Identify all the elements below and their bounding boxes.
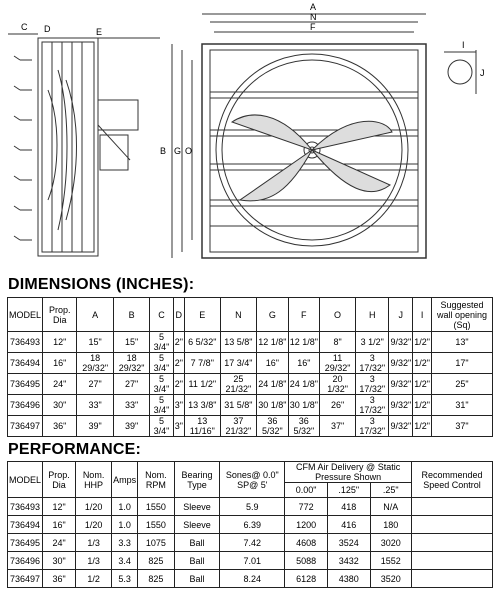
dim-label-o: O [185, 146, 193, 156]
table-cell: 736496 [8, 395, 43, 416]
table-cell: 31" [432, 395, 493, 416]
table-row [8, 416, 493, 437]
table-cell: 33" [77, 395, 113, 416]
table-cell: 5 3/4" [150, 374, 173, 395]
table-cell [412, 570, 493, 588]
table-cell: 30 1/8" [257, 395, 288, 416]
dim-label-a: A [310, 2, 317, 12]
table-cell: 13 3/8" [184, 395, 220, 416]
table-cell: 736495 [8, 374, 43, 395]
table-cell: 27" [113, 374, 149, 395]
table-cell: 39" [113, 416, 149, 437]
header-rpm: Nom. RPM [138, 462, 175, 498]
table-cell: 1/2" [413, 416, 432, 437]
slot-detail-drawing [444, 50, 476, 94]
table-cell: 1/20 [76, 498, 112, 516]
table-cell: 13 11/16" [184, 416, 220, 437]
dim-label-g: G [174, 146, 182, 156]
table-cell: 3 17/32" [356, 353, 389, 374]
table-cell: 2" [173, 353, 184, 374]
table-row [8, 552, 493, 570]
table-cell: 736496 [8, 552, 43, 570]
performance-table [7, 461, 493, 588]
table-cell: 1075 [138, 534, 175, 552]
fan-technical-drawing [0, 0, 500, 270]
table-cell: 25 21/32" [220, 374, 256, 395]
header-o: O [320, 298, 356, 332]
table-cell: 12 1/8" [288, 332, 319, 353]
dim-label-b: B [160, 146, 167, 156]
table-cell: 3" [173, 416, 184, 437]
dimensions-table [7, 297, 493, 437]
table-cell: 20 1/32" [320, 374, 356, 395]
table-cell: 736493 [8, 498, 43, 516]
table-cell: 3020 [370, 534, 411, 552]
table-cell: 15" [113, 332, 149, 353]
header-amps: Amps [112, 462, 138, 498]
dimensions-header-row [8, 298, 493, 332]
table-cell: 16" [43, 353, 77, 374]
table-cell: 39" [77, 416, 113, 437]
table-cell: 1.0 [112, 498, 138, 516]
table-cell: N/A [370, 498, 411, 516]
table-row [8, 498, 493, 516]
table-cell: 180 [370, 516, 411, 534]
table-cell: 33" [113, 395, 149, 416]
table-cell: 12" [43, 498, 76, 516]
table-cell: 4608 [285, 534, 328, 552]
table-cell: 16" [288, 353, 319, 374]
table-row [8, 570, 493, 588]
table-cell: Ball [174, 552, 220, 570]
table-cell: 9/32" [389, 374, 413, 395]
table-cell: 16" [257, 353, 288, 374]
table-cell: 30 1/8" [288, 395, 319, 416]
table-cell: 1/20 [76, 516, 112, 534]
table-cell: 36" [43, 416, 77, 437]
table-cell: 13" [432, 332, 493, 353]
table-cell: 25" [432, 374, 493, 395]
header-cfm: CFM Air Delivery @ Static Pressure Shown [285, 462, 412, 483]
table-cell: 736495 [8, 534, 43, 552]
table-cell: 7 7/8" [184, 353, 220, 374]
table-cell: 9/32" [389, 416, 413, 437]
table-cell: 1/3 [76, 552, 112, 570]
table-cell: 11 29/32" [320, 353, 356, 374]
table-cell: 736493 [8, 332, 43, 353]
dim-label-f: F [310, 22, 316, 32]
table-cell: 3432 [327, 552, 370, 570]
table-cell: 24" [43, 534, 76, 552]
table-cell: Sleeve [174, 516, 220, 534]
table-cell: 3524 [327, 534, 370, 552]
table-cell: 6128 [285, 570, 328, 588]
table-cell: Ball [174, 534, 220, 552]
table-cell: 24 1/8" [288, 374, 319, 395]
header-prop-dia: Prop. Dia [43, 298, 77, 332]
table-cell: 1/2 [76, 570, 112, 588]
table-cell [412, 552, 493, 570]
table-cell: 825 [138, 552, 175, 570]
table-cell: 36 5/32" [257, 416, 288, 437]
table-cell [412, 516, 493, 534]
table-cell: 36 5/32" [288, 416, 319, 437]
table-cell: 7.01 [220, 552, 285, 570]
header-hhp: Nom. HHP [76, 462, 112, 498]
header-b: B [113, 298, 149, 332]
table-cell: 31 5/8" [220, 395, 256, 416]
header-cfm-25: .25" [370, 483, 411, 498]
header-cfm-125: .125" [327, 483, 370, 498]
dim-label-d: D [44, 24, 51, 34]
table-cell: 825 [138, 570, 175, 588]
table-cell: 9/32" [389, 332, 413, 353]
performance-header-row [8, 462, 493, 483]
table-cell: 5 3/4" [150, 332, 173, 353]
header-sones: Sones@ 0.0" SP@ 5' [220, 462, 285, 498]
table-cell: Ball [174, 570, 220, 588]
table-cell: 736494 [8, 516, 43, 534]
header-c: C [150, 298, 173, 332]
table-cell: 5088 [285, 552, 328, 570]
table-cell: 16" [43, 516, 76, 534]
table-cell: Sleeve [174, 498, 220, 516]
table-cell: 3.3 [112, 534, 138, 552]
table-cell: 1/2" [413, 374, 432, 395]
table-cell: 1.0 [112, 516, 138, 534]
table-row [8, 516, 493, 534]
dimensions-title: DIMENSIONS (INCHES): [8, 276, 195, 293]
table-row [8, 395, 493, 416]
table-cell: 3 1/2" [356, 332, 389, 353]
table-cell: 3" [173, 395, 184, 416]
table-cell: 37 21/32" [220, 416, 256, 437]
table-cell: 416 [327, 516, 370, 534]
table-cell: 1200 [285, 516, 328, 534]
header-f: F [288, 298, 319, 332]
header-j: J [389, 298, 413, 332]
table-cell: 9/32" [389, 353, 413, 374]
table-cell: 36" [43, 570, 76, 588]
table-cell: 17 3/4" [220, 353, 256, 374]
table-cell: 736494 [8, 353, 43, 374]
table-cell: 5 3/4" [150, 395, 173, 416]
table-cell: 1/3 [76, 534, 112, 552]
header-bearing: Bearing Type [174, 462, 220, 498]
table-cell: 1/2" [413, 332, 432, 353]
header-wall-opening: Suggested wall opening (Sq) [432, 298, 493, 332]
table-cell: 7.42 [220, 534, 285, 552]
table-cell: 6 5/32" [184, 332, 220, 353]
table-cell: 18 29/32" [113, 353, 149, 374]
front-view-drawing [172, 14, 426, 258]
table-cell: 4380 [327, 570, 370, 588]
table-cell: 13 5/8" [220, 332, 256, 353]
table-cell: 3.4 [112, 552, 138, 570]
table-cell: 12" [43, 332, 77, 353]
table-cell: 2" [173, 374, 184, 395]
header-h: H [356, 298, 389, 332]
table-cell: 1550 [138, 498, 175, 516]
dim-label-n: N [310, 12, 317, 22]
header-g: G [257, 298, 288, 332]
table-cell: 772 [285, 498, 328, 516]
header-cfm-000: 0.00" [285, 483, 328, 498]
table-cell [412, 498, 493, 516]
header-prop-dia: Prop. Dia [43, 462, 76, 498]
table-cell: 8.24 [220, 570, 285, 588]
table-row [8, 353, 493, 374]
table-cell: 15" [77, 332, 113, 353]
table-cell: 2" [173, 332, 184, 353]
dim-label-j: J [480, 68, 485, 78]
dim-label-i: I [462, 40, 465, 50]
header-n: N [220, 298, 256, 332]
table-cell: 11 1/2" [184, 374, 220, 395]
table-row [8, 534, 493, 552]
table-cell: 736497 [8, 570, 43, 588]
header-a: A [77, 298, 113, 332]
header-i: I [413, 298, 432, 332]
table-cell: 37" [320, 416, 356, 437]
table-cell: 1550 [138, 516, 175, 534]
table-cell: 30" [43, 395, 77, 416]
performance-title: PERFORMANCE: [8, 441, 142, 458]
table-cell: 17" [432, 353, 493, 374]
table-cell: 5.9 [220, 498, 285, 516]
table-cell: 27" [77, 374, 113, 395]
table-cell: 736497 [8, 416, 43, 437]
table-row [8, 332, 493, 353]
table-cell: 3 17/32" [356, 395, 389, 416]
table-cell: 3 17/32" [356, 374, 389, 395]
table-cell: 30" [43, 552, 76, 570]
table-cell: 6.39 [220, 516, 285, 534]
table-cell: 5 3/4" [150, 416, 173, 437]
dim-label-c: C [21, 22, 28, 32]
table-cell: 418 [327, 498, 370, 516]
table-cell: 1/2" [413, 395, 432, 416]
table-cell: 26" [320, 395, 356, 416]
dim-label-e: E [96, 27, 103, 37]
table-cell: 18 29/32" [77, 353, 113, 374]
table-cell: 5 3/4" [150, 353, 173, 374]
table-cell: 9/32" [389, 395, 413, 416]
table-cell: 3 17/32" [356, 416, 389, 437]
table-cell: 1/2" [413, 353, 432, 374]
table-cell: 24" [43, 374, 77, 395]
table-cell: 1552 [370, 552, 411, 570]
table-row [8, 374, 493, 395]
header-model: MODEL [8, 462, 43, 498]
header-model: MODEL [8, 298, 43, 332]
table-cell: 3520 [370, 570, 411, 588]
side-view-drawing [8, 34, 160, 256]
table-cell [412, 534, 493, 552]
table-cell: 8" [320, 332, 356, 353]
table-cell: 37" [432, 416, 493, 437]
header-e: E [184, 298, 220, 332]
header-d: D [173, 298, 184, 332]
header-speed-control: Recommended Speed Control [412, 462, 493, 498]
table-cell: 12 1/8" [257, 332, 288, 353]
table-cell: 24 1/8" [257, 374, 288, 395]
table-cell: 5.3 [112, 570, 138, 588]
